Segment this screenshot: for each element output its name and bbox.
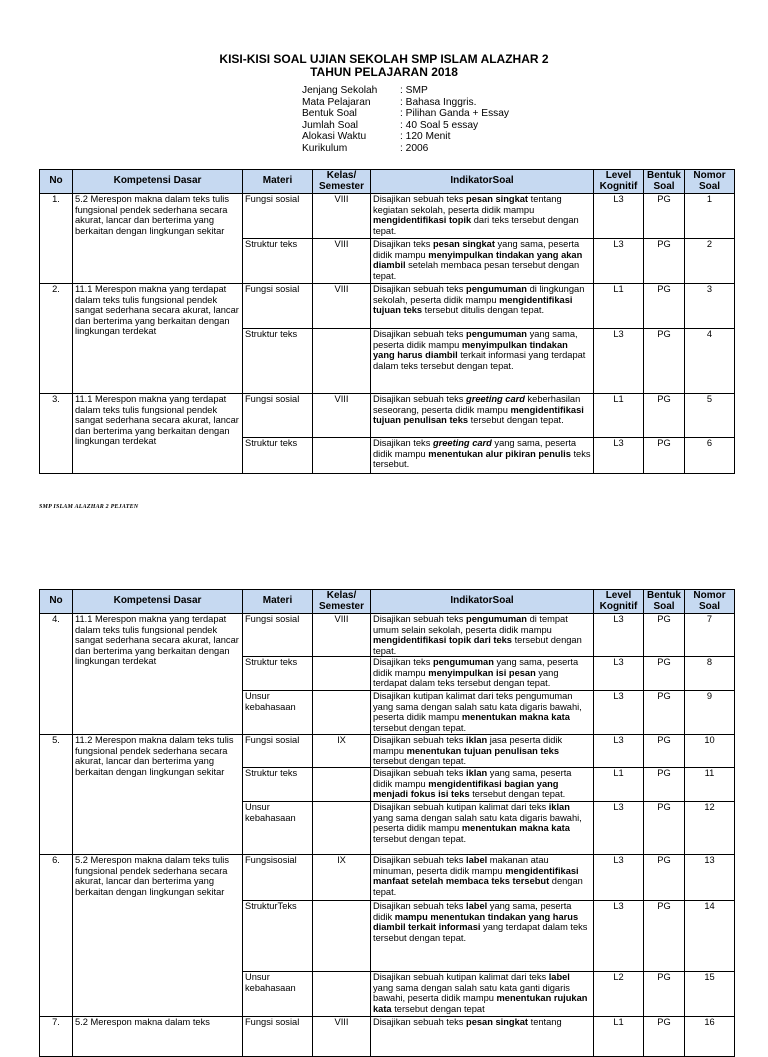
header-nomor: Nomor xyxy=(693,590,726,601)
cell-kelas xyxy=(313,691,371,735)
cell-kelas xyxy=(313,329,371,394)
cell-nomor: 7 xyxy=(685,614,735,657)
cell-bentuk: PG xyxy=(644,768,685,802)
header-materi: Materi xyxy=(243,170,313,194)
cell-level: L3 xyxy=(594,329,644,394)
header-bentuk-soal xyxy=(644,170,685,194)
header-level: Level xyxy=(605,590,632,601)
header-level-kognitif xyxy=(594,590,644,614)
cell-level: L1 xyxy=(594,768,644,802)
cell-bentuk: PG xyxy=(644,802,685,855)
meta-value: : Bahasa Inggris. xyxy=(400,96,477,108)
cell-kompetensi-dasar: 11.1 Merespon makna yang terdapat dalam teks tulis fungsional pendek sangat sederhana secara akurat, lancar dan berterima yang berkaitan dengan lingkungan terdekat xyxy=(73,284,243,394)
header-kelas-semester xyxy=(313,590,371,614)
header-nomor-soal-2: Soal xyxy=(698,180,721,192)
cell-bentuk: PG xyxy=(644,691,685,735)
cell-nomor: 16 xyxy=(685,1017,735,1057)
cell-kompetensi-dasar: 11.1 Merespon makna yang terdapat dalam teks tulis fungsional pendek sangat sederhana secara akurat, lancar dan berterima yang berkaitan dengan lingkungan terdekat xyxy=(73,614,243,735)
meta-value: : SMP xyxy=(400,85,428,96)
cell-indikator: Disajikan sebuah kutipan kalimat dari teks label yang sama dengan salah satu kata ganti digaris bawahi, peserta didik mampu menentukan rujukan kata tersebut dengan tepat xyxy=(371,972,594,1017)
cell-level: L1 xyxy=(594,284,644,329)
cell-kelas: IX xyxy=(313,855,371,901)
meta-row xyxy=(302,97,509,109)
cell-bentuk: PG xyxy=(644,394,685,438)
cell-indikator: Disajikan sebuah teks label yang sama, peserta didik mampu menentukan tindakan yang harus diambil terkait informasi yang terdapat dalam teks tersebut dengan tepat. xyxy=(371,901,594,972)
cell-kelas xyxy=(313,802,371,855)
meta-row xyxy=(302,85,509,97)
cell-nomor: 2 xyxy=(685,239,735,284)
header-level-kognitif xyxy=(594,170,644,194)
cell-level: L3 xyxy=(594,614,644,657)
table-row xyxy=(40,735,735,768)
cell-materi: Struktur teks xyxy=(243,329,313,394)
cell-kompetensi-dasar: 5.2 Merespon makna dalam teks tulis fungsional pendek sederhana secara akurat, lancar dan berterima yang berkaitan dengan lingkungan sekitar xyxy=(73,194,243,284)
table-row xyxy=(40,855,735,901)
cell-bentuk: PG xyxy=(644,614,685,657)
header-materi: Materi xyxy=(243,590,313,614)
meta-label: Jenjang Sekolah xyxy=(302,85,378,96)
cell-kelas xyxy=(313,657,371,691)
cell-no: 2. xyxy=(40,284,73,394)
header-kognitif: Kognitif xyxy=(599,180,638,192)
meta-value: : 2006 xyxy=(400,142,429,154)
cell-nomor: 5 xyxy=(685,394,735,438)
cell-bentuk: PG xyxy=(644,735,685,768)
doc-title-line1: KISI-KISI SOAL UJIAN SEKOLAH SMP ISLAM ALAZHAR 2 xyxy=(219,52,549,66)
cell-kompetensi-dasar: 11.2 Merespon makna dalam teks tulis fungsional pendek sederhana secara akurat, lancar dan berterima yang berkaitan dengan lingkungan sekitar xyxy=(73,735,243,855)
cell-bentuk: PG xyxy=(644,901,685,972)
header-kelas: Kelas/ xyxy=(326,170,357,181)
cell-level: L3 xyxy=(594,194,644,239)
table-header-row xyxy=(40,590,735,614)
meta-value: : 120 Menit xyxy=(400,131,451,142)
cell-indikator: Disajikan kutipan kalimat dari teks pengumuman yang sama dengan salah satu kata digaris bawahi, peserta didik mampu menentukan makna kata tersebut dengan tepat. xyxy=(371,691,594,735)
meta-label: Jumlah Soal xyxy=(302,119,359,131)
cell-no: 1. xyxy=(40,194,73,284)
meta-label: Mata Pelajaran xyxy=(302,96,371,108)
table-row xyxy=(40,394,735,438)
cell-kompetensi-dasar: 5.2 Merespon makna dalam teks tulis fungsional pendek sederhana secara akurat, lancar dan berterima yang berkaitan dengan lingkungan sekitar xyxy=(73,855,243,1017)
header-nomor: Nomor xyxy=(693,170,726,181)
cell-materi: Fungsi sosial xyxy=(243,394,313,438)
cell-no: 6. xyxy=(40,855,73,1017)
cell-level: L2 xyxy=(594,972,644,1017)
cell-nomor: 9 xyxy=(685,691,735,735)
header-no: No xyxy=(40,590,73,614)
cell-level: L3 xyxy=(594,239,644,284)
cell-bentuk: PG xyxy=(644,194,685,239)
cell-level: L3 xyxy=(594,657,644,691)
cell-level: L3 xyxy=(594,691,644,735)
cell-materi: Fungsi sosial xyxy=(243,614,313,657)
meta-value: : 40 Soal 5 essay xyxy=(400,119,479,131)
doc-meta xyxy=(302,85,509,154)
header-bentuk-soal-2: Soal xyxy=(653,180,675,192)
header-bentuk: Bentuk xyxy=(647,170,681,181)
cell-level: L3 xyxy=(594,901,644,972)
header-bentuk: Bentuk xyxy=(647,590,681,601)
cell-indikator: Disajikan teks greeting card yang sama, peserta didik mampu menentukan alur pikiran penulis teks tersebut. xyxy=(371,438,594,474)
cell-bentuk: PG xyxy=(644,972,685,1017)
cell-nomor: 4 xyxy=(685,329,735,394)
cell-kompetensi-dasar: 11.1 Merespon makna yang terdapat dalam teks tulis fungsional pendek sangat sederhana secara akurat, lancar dan berterima yang berkaitan dengan lingkungan terdekat xyxy=(73,394,243,474)
cell-kelas: VIII xyxy=(313,239,371,284)
cell-indikator: Disajikan sebuah teks pesan singkat tentang kegiatan sekolah, peserta didik mampu mengidentifikasi topik dari teks tersebut dengan tepat. xyxy=(371,194,594,239)
cell-kelas xyxy=(313,901,371,972)
cell-kelas xyxy=(313,438,371,474)
cell-materi: Unsur kebahasaan xyxy=(243,691,313,735)
cell-level: L1 xyxy=(594,394,644,438)
cell-level: L3 xyxy=(594,802,644,855)
meta-row xyxy=(302,120,509,132)
cell-bentuk: PG xyxy=(644,855,685,901)
cell-materi: Fungsi sosial xyxy=(243,735,313,768)
cell-kelas: VIII xyxy=(313,284,371,329)
table-header-row xyxy=(40,170,735,194)
kisi-table-page1 xyxy=(39,169,735,474)
cell-level: L3 xyxy=(594,438,644,474)
cell-no: 3. xyxy=(40,394,73,474)
meta-label: Kurikulum xyxy=(302,142,348,154)
header-no: No xyxy=(40,170,73,194)
header-kompetensi-dasar: Kompetensi Dasar xyxy=(73,590,243,614)
cell-indikator: Disajikan sebuah teks pengumuman di tempat umum selain sekolah, peserta didik mampu mengidentifikasi topik dari teks tersebut dengan tepat. xyxy=(371,614,594,657)
cell-materi: Unsur kebahasaan xyxy=(243,972,313,1017)
cell-bentuk: PG xyxy=(644,438,685,474)
meta-value: : Pilihan Ganda + Essay xyxy=(400,108,510,119)
header-kelas: Kelas/ xyxy=(326,590,357,601)
header-nomor-soal xyxy=(685,590,735,614)
cell-no: 7. xyxy=(40,1017,73,1057)
header-semester: Semester xyxy=(318,180,365,192)
cell-no: 5. xyxy=(40,735,73,855)
cell-indikator: Disajikan teks pesan singkat yang sama, peserta didik mampu menyimpulkan tindakan yang akan diambil setelah membaca pesan tersebut dengan tepat. xyxy=(371,239,594,284)
cell-materi: Fungsisosial xyxy=(243,855,313,901)
cell-materi: Struktur teks xyxy=(243,239,313,284)
table-row xyxy=(40,614,735,657)
header-bentuk-soal-2: Soal xyxy=(653,600,675,612)
cell-nomor: 12 xyxy=(685,802,735,855)
cell-nomor: 3 xyxy=(685,284,735,329)
cell-indikator: Disajikan sebuah teks iklan jasa peserta didik mampu menentukan tujuan penulisan teks tersebut dengan tepat. xyxy=(371,735,594,768)
cell-indikator: Disajikan sebuah teks pesan singkat tentang xyxy=(371,1017,594,1057)
header-kognitif: Kognitif xyxy=(599,600,638,612)
header-semester: Semester xyxy=(318,600,365,612)
cell-materi: Struktur teks xyxy=(243,657,313,691)
cell-nomor: 13 xyxy=(685,855,735,901)
cell-bentuk: PG xyxy=(644,329,685,394)
cell-materi: Struktur teks xyxy=(243,768,313,802)
cell-indikator: Disajikan sebuah teks label makanan atau minuman, peserta didik mampu mengidentifikasi manfaat setelah membaca teks tersebut dengan tepat. xyxy=(371,855,594,901)
header-kompetensi-dasar: Kompetensi Dasar xyxy=(73,170,243,194)
cell-indikator: Disajikan sebuah teks greeting card keberhasilan seseorang, peserta didik mampu mengidentifikasi tujuan penulisan teks tersebut dengan tepat. xyxy=(371,394,594,438)
cell-materi: Fungsi sosial xyxy=(243,284,313,329)
page-footer: SMP ISLAM ALAZHAR 2 PEJATEN xyxy=(39,504,139,510)
kisi-table-page2 xyxy=(39,589,735,1057)
cell-nomor: 15 xyxy=(685,972,735,1017)
cell-materi: Unsur kebahasaan xyxy=(243,802,313,855)
cell-level: L1 xyxy=(594,1017,644,1057)
cell-indikator: Disajikan sebuah teks pengumuman yang sama, peserta didik mampu menyimpulkan tindakan yang harus diambil terkait informasi yang terdapat dalam teks tersebut dengan tepat. xyxy=(371,329,594,394)
doc-title-line2: TAHUN PELAJARAN 2018 xyxy=(310,65,458,79)
cell-nomor: 6 xyxy=(685,438,735,474)
cell-nomor: 10 xyxy=(685,735,735,768)
cell-nomor: 8 xyxy=(685,657,735,691)
header-indikator-soal: IndikatorSoal xyxy=(371,590,594,614)
cell-kelas xyxy=(313,972,371,1017)
meta-row xyxy=(302,143,509,155)
header-nomor-soal-2: Soal xyxy=(698,600,721,612)
cell-nomor: 1 xyxy=(685,194,735,239)
cell-kelas: VIII xyxy=(313,1017,371,1057)
cell-bentuk: PG xyxy=(644,239,685,284)
cell-materi: Fungsi sosial xyxy=(243,194,313,239)
header-indikator-soal: IndikatorSoal xyxy=(371,170,594,194)
header-bentuk-soal xyxy=(644,590,685,614)
meta-row xyxy=(302,131,509,143)
cell-materi: Struktur teks xyxy=(243,438,313,474)
cell-nomor: 14 xyxy=(685,901,735,972)
cell-indikator: Disajikan sebuah teks iklan yang sama, peserta didik mampu mengidentifikasi bagian yang menjadi fokus isi teks tersebut dengan tepat. xyxy=(371,768,594,802)
header-kelas-semester xyxy=(313,170,371,194)
cell-nomor: 11 xyxy=(685,768,735,802)
cell-kelas xyxy=(313,768,371,802)
meta-label: Bentuk Soal xyxy=(302,108,357,119)
table-row xyxy=(40,284,735,329)
header-nomor-soal xyxy=(685,170,735,194)
cell-bentuk: PG xyxy=(644,657,685,691)
cell-bentuk: PG xyxy=(644,1017,685,1057)
cell-bentuk: PG xyxy=(644,284,685,329)
cell-level: L3 xyxy=(594,855,644,901)
cell-materi: StrukturTeks xyxy=(243,901,313,972)
cell-materi: Fungsi sosial xyxy=(243,1017,313,1057)
table-row xyxy=(40,194,735,239)
meta-row xyxy=(302,108,509,120)
header-level: Level xyxy=(605,170,632,181)
cell-kelas: VIII xyxy=(313,394,371,438)
meta-label: Alokasi Waktu xyxy=(302,131,367,142)
cell-indikator: Disajikan teks pengumuman yang sama, peserta didik mampu menyimpulkan isi pesan yang terdapat dalam teks tersebut dengan tepat. xyxy=(371,657,594,691)
cell-kompetensi-dasar: 5.2 Merespon makna dalam teks xyxy=(73,1017,243,1057)
table-row xyxy=(40,1017,735,1057)
cell-indikator: Disajikan sebuah kutipan kalimat dari teks iklan yang sama dengan salah satu kata digaris bawahi, peserta didik mampu menentukan makna kata tersebut dengan tepat. xyxy=(371,802,594,855)
cell-kelas: VIII xyxy=(313,614,371,657)
cell-kelas: IX xyxy=(313,735,371,768)
cell-level: L3 xyxy=(594,735,644,768)
cell-indikator: Disajikan sebuah teks pengumuman di lingkungan sekolah, peserta didik mampu mengidentifikasi tujuan teks tersebut ditulis dengan tepat. xyxy=(371,284,594,329)
cell-no: 4. xyxy=(40,614,73,735)
cell-kelas: VIII xyxy=(313,194,371,239)
